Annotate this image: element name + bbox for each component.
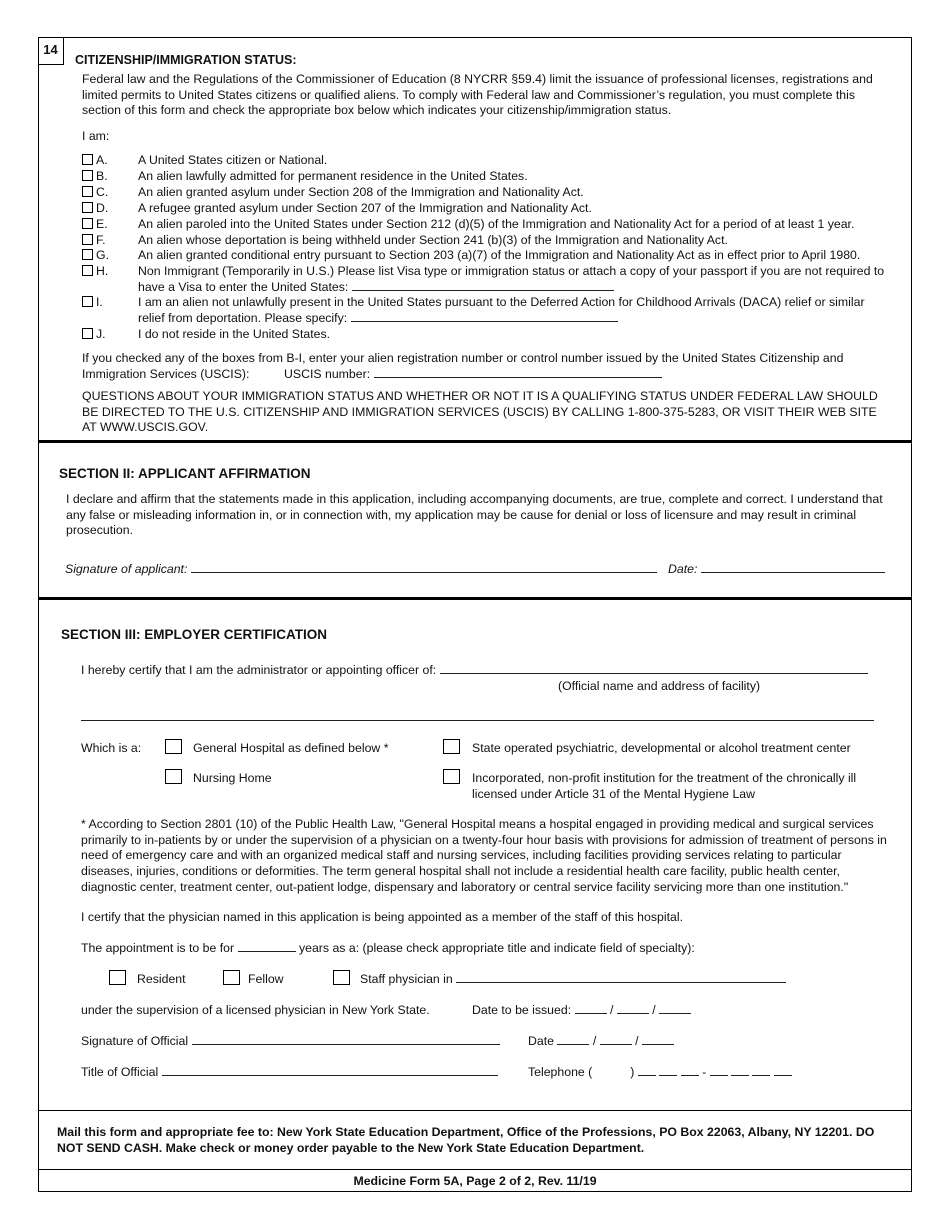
divider — [38, 1110, 912, 1111]
phone-digit[interactable] — [681, 1065, 699, 1076]
option-e[interactable]: E. An alien paroled into the United States under Section 212 (d)(5) of the Immigration and Nationality Act for a period of at least 1 year. — [82, 217, 148, 231]
facility-caption: (Official name and address of facility) — [558, 679, 761, 693]
phone-digit[interactable] — [638, 1065, 656, 1076]
applicant-signature-field[interactable] — [191, 562, 657, 573]
fellow-checkbox[interactable] — [223, 970, 240, 985]
option-b[interactable]: B. An alien lawfully admitted for permanent residence in the United States. — [82, 169, 148, 183]
general-hospital-footnote: * According to Section 2801 (10) of the Public Health Law, "General Hospital means a hospital engaged in providing medical and surgical services primarily to in-patients by or under the supervision of a physician on a twenty-four hour basis with provisions for admission of treatment of persons in need of emergency care and with an organized medical staff and nursing services, including facilities providing services relating to particular diseases, injuries, conditions or deformities. The term general hospital shall not include a residential health care facility, public health center, diagnostic center, treatment center, out-patient lodge, dispensary and laboratory or central service facility servicing more than one institution." — [81, 817, 887, 894]
official-signature-field[interactable] — [192, 1034, 500, 1045]
option-a[interactable]: A. A United States citizen or National. — [82, 153, 148, 167]
official-year-field[interactable] — [642, 1034, 674, 1045]
state-operated-label: State operated psychiatric, developmental or alcohol treatment center — [472, 741, 851, 755]
certify-physician: I certify that the physician named in this application is being appointed as a member of the staff of this hospital. — [81, 910, 683, 924]
option-d[interactable]: D. A refugee granted asylum under Section 207 of the Immigration and Nationality Act. — [82, 201, 148, 215]
facility-address-field[interactable] — [81, 720, 874, 721]
uscis-line2: Immigration Services (USCIS): — [82, 367, 250, 381]
checkbox-b[interactable] — [82, 170, 93, 181]
checkbox-d[interactable] — [82, 202, 93, 213]
mail-instructions: Mail this form and appropriate fee to: New York State Education Department, Office of the Professions, PO Box 22063, Albany, NY 12201. DO NOT SEND CASH. Make check or money order payable to the New York State Education Department. — [57, 1125, 875, 1155]
checkbox-c[interactable] — [82, 186, 93, 197]
divider — [38, 1169, 912, 1170]
checkbox-h[interactable] — [82, 265, 93, 276]
phone-digit[interactable] — [752, 1065, 770, 1076]
resident-checkbox[interactable] — [109, 970, 126, 985]
section2-text: I declare and affirm that the statements made in this application, including accompanying documents, are true, complete and correct. I understand that any false or misleading information in, or in connection with, my application may be cause for denial or loss of licensure and may result in criminal prosecution. — [66, 492, 883, 538]
visa-field[interactable] — [352, 280, 614, 291]
phone-digit[interactable] — [731, 1065, 749, 1076]
option-i[interactable]: I. I am an alien not unlawfully present in the United States pursuant to the Deferred Action for Childhood Arrivals (DACA) relief or similar — [82, 295, 148, 309]
which-is-label: Which is a: — [81, 741, 142, 755]
section-number: 14 — [38, 37, 64, 65]
i-am-label: I am: — [82, 129, 110, 143]
official-month-field[interactable] — [557, 1034, 589, 1045]
checkbox-i[interactable] — [82, 296, 93, 307]
issue-month-field[interactable] — [575, 1003, 607, 1014]
daca-field[interactable] — [351, 311, 618, 322]
form-footer: Medicine Form 5A, Page 2 of 2, Rev. 11/19 — [353, 1174, 597, 1188]
divider — [38, 440, 912, 443]
telephone-row: Telephone ( ) - — [528, 1065, 792, 1079]
facility-name-field[interactable] — [440, 663, 868, 674]
option-b-text: An alien lawfully admitted for permanent residence in the United States. — [138, 169, 528, 183]
option-j-text: I do not reside in the United States. — [138, 327, 331, 341]
issue-year-field[interactable] — [659, 1003, 691, 1014]
general-hospital-checkbox[interactable] — [165, 739, 182, 754]
official-title-row: Title of Official — [81, 1065, 498, 1079]
checkbox-j[interactable] — [82, 328, 93, 339]
option-j[interactable]: J. I do not reside in the United States. — [82, 327, 148, 341]
official-title-field[interactable] — [162, 1065, 498, 1076]
checkbox-a[interactable] — [82, 154, 93, 165]
general-hospital-label: General Hospital as defined below * — [193, 741, 389, 755]
specialty-field[interactable] — [456, 972, 786, 983]
official-date-row: Date / / — [528, 1034, 674, 1048]
state-operated-checkbox[interactable] — [443, 739, 460, 754]
incorporated-label-line2: licensed under Article 31 of the Mental Hygiene Law — [472, 787, 755, 801]
option-c[interactable]: C. An alien granted asylum under Section 208 of the Immigration and Nationality Act. — [82, 185, 148, 199]
incorporated-checkbox[interactable] — [443, 769, 460, 784]
divider — [38, 597, 912, 600]
section2-title: SECTION II: APPLICANT AFFIRMATION — [59, 466, 311, 481]
option-e-text: An alien paroled into the United States under Section 212 (d)(5) of the Immigration and Nationality Act for a period of at least 1 year. — [138, 217, 855, 231]
nursing-home-label: Nursing Home — [193, 771, 272, 785]
option-h[interactable]: H. Non Immigrant (Temporarily in U.S.) Please list Visa type or immigration status or attach a copy of your passport if you are not required to — [82, 264, 148, 278]
phone-digit[interactable] — [710, 1065, 728, 1076]
uscis-questions: QUESTIONS ABOUT YOUR IMMIGRATION STATUS AND WHETHER OR NOT IT IS A QUALIFYING STATUS UNDER FEDERAL LAW SHOULD BE DIRECTED TO THE U.S. CITIZENSHIP AND IMMIGRATION SERVICES (USCIS) BY CALLING 1-800-375-5283, OR VISIT THEIR WEB SITE AT WWW.USCIS.GOV. — [82, 389, 878, 435]
option-f-text: An alien whose deportation is being withheld under Section 241 (b)(3) of the Immigration and Nationality Act. — [138, 233, 728, 247]
applicant-signature-row: Signature of applicant: — [65, 562, 657, 576]
option-c-text: An alien granted asylum under Section 208 of the Immigration and Nationality Act. — [138, 185, 584, 199]
option-g[interactable]: G. An alien granted conditional entry pursuant to Section 203 (a)(7) of the Immigration and Nationality Act as in effect prior to April 1980. — [82, 248, 148, 262]
option-h-line2: have a Visa to enter the United States: — [138, 280, 614, 294]
option-a-text: A United States citizen or National. — [138, 153, 328, 167]
option-i-line2: relief from deportation. Please specify: — [138, 311, 618, 325]
option-g-text: An alien granted conditional entry pursuant to Section 203 (a)(7) of the Immigration and Nationality Act as in effect prior to April 1980. — [138, 248, 861, 262]
phone-digit[interactable] — [659, 1065, 677, 1076]
supervision-text: under the supervision of a licensed physician in New York State. — [81, 1003, 430, 1017]
fellow-label: Fellow — [248, 972, 284, 986]
date-issued-row: Date to be issued: / / — [472, 1003, 691, 1017]
applicant-date-field[interactable] — [701, 562, 885, 573]
uscis-number-row: USCIS number: — [284, 367, 662, 381]
incorporated-label-line1: Incorporated, non-profit institution for the treatment of the chronically ill — [472, 771, 857, 785]
section3-title: SECTION III: EMPLOYER CERTIFICATION — [61, 627, 328, 642]
uscis-line1: If you checked any of the boxes from B-I, enter your alien registration number or control number issued by the United States Citizenship and — [82, 351, 844, 365]
appointment-row: The appointment is to be for years as a: (please check appropriate title and indicate field of specialty): — [81, 941, 695, 955]
checkbox-f[interactable] — [82, 234, 93, 245]
option-h-text: Non Immigrant (Temporarily in U.S.) Please list Visa type or immigration status or attach a copy of your passport if you are not required to — [138, 264, 885, 278]
applicant-date-row: Date: — [668, 562, 885, 576]
resident-label: Resident — [137, 972, 186, 986]
phone-digit[interactable] — [774, 1065, 792, 1076]
section14-intro: Federal law and the Regulations of the Commissioner of Education (8 NYCRR §59.4) limit the issuance of professional licenses, registrations and limited permits to United States citizens or qualified aliens. To comply with Federal law and Commissioner’s regulation, you must complete this section of this form and check the appropriate box below which indicates your citizenship/immigration status. — [82, 72, 873, 118]
option-d-text: A refugee granted asylum under Section 207 of the Immigration and Nationality Act. — [138, 201, 592, 215]
appointment-years-field[interactable] — [238, 941, 296, 952]
option-f[interactable]: F. An alien whose deportation is being withheld under Section 241 (b)(3) of the Immigration and Nationality Act. — [82, 233, 148, 247]
official-signature-row: Signature of Official — [81, 1034, 500, 1048]
official-day-field[interactable] — [600, 1034, 632, 1045]
certify-row: I hereby certify that I am the administrator or appointing officer of: — [81, 663, 868, 677]
checkbox-e[interactable] — [82, 218, 93, 229]
staff-physician-checkbox[interactable] — [333, 970, 350, 985]
staff-physician-row: Staff physician in — [360, 972, 786, 986]
uscis-number-field[interactable] — [374, 367, 662, 378]
checkbox-g[interactable] — [82, 249, 93, 260]
nursing-home-checkbox[interactable] — [165, 769, 182, 784]
section14-title: CITIZENSHIP/IMMIGRATION STATUS: — [75, 53, 297, 67]
option-i-text: I am an alien not unlawfully present in the United States pursuant to the Deferred Action for Childhood Arrivals (DACA) relief or similar — [138, 295, 865, 309]
issue-day-field[interactable] — [617, 1003, 649, 1014]
